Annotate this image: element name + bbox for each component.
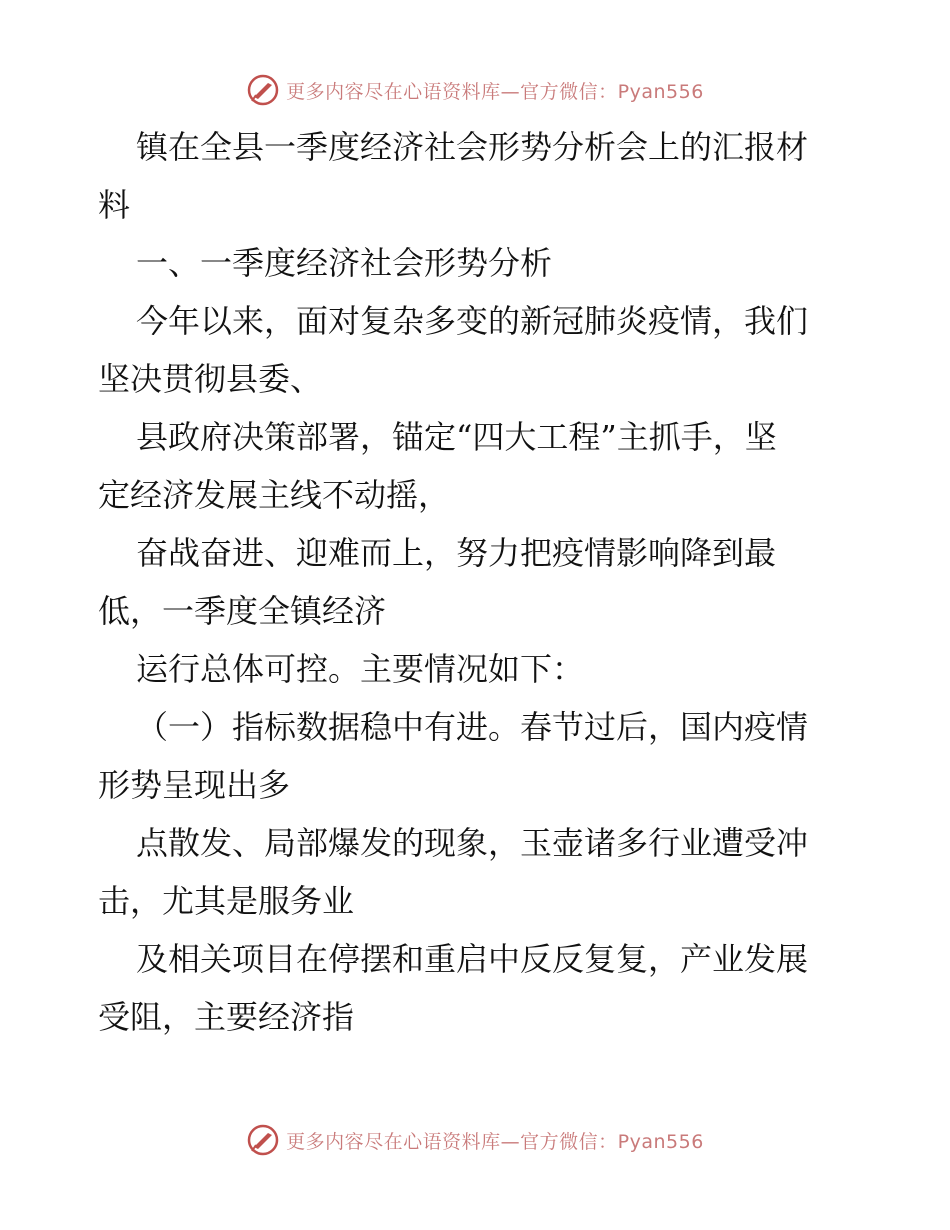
paragraph-line: 击，尤其是服务业 — [98, 882, 355, 920]
footer-watermark — [0, 1120, 950, 1160]
section-heading: 一、一季度经济社会形势分析 — [136, 244, 553, 282]
watermark-text: 更多内容尽在心语资料库—官方微信：Pyan556 — [286, 80, 704, 103]
watermark-text: 更多内容尽在心语资料库—官方微信：Pyan556 — [286, 1130, 704, 1153]
paragraph-line: 受阻，主要经济指 — [98, 998, 355, 1036]
paragraph-line: 低，一季度全镇经济 — [98, 592, 387, 630]
doc-title-line-2: 料 — [98, 186, 131, 224]
paragraph-line: 县政府决策部署，锚定“四大工程”主抓手，坚 — [136, 418, 777, 456]
paragraph-line: 运行总体可控。主要情况如下： — [136, 650, 585, 688]
header-watermark — [0, 70, 950, 110]
pen-quill-seal-icon — [246, 73, 280, 107]
paragraph-line: 定经济发展主线不动摇， — [98, 476, 451, 514]
paragraph-line: 奋战奋进、迎难而上，努力把疫情影响降到最 — [136, 534, 777, 572]
pen-quill-seal-icon — [246, 1123, 280, 1157]
doc-title-line-1: 镇在全县一季度经济社会形势分析会上的汇报材 — [136, 128, 809, 166]
subsection-line: （一）指标数据稳中有进。春节过后，国内疫情 — [136, 708, 809, 746]
paragraph-line: 今年以来，面对复杂多变的新冠肺炎疫情，我们 — [136, 302, 809, 340]
paragraph-line: 及相关项目在停摆和重启中反反复复，产业发展 — [136, 940, 809, 978]
paragraph-line: 坚决贯彻县委、 — [98, 360, 323, 398]
document-body — [98, 118, 858, 1046]
paragraph-line: 点散发、局部爆发的现象，玉壶诸多行业遭受冲 — [136, 824, 809, 862]
paragraph-line: 形势呈现出多 — [98, 766, 291, 804]
